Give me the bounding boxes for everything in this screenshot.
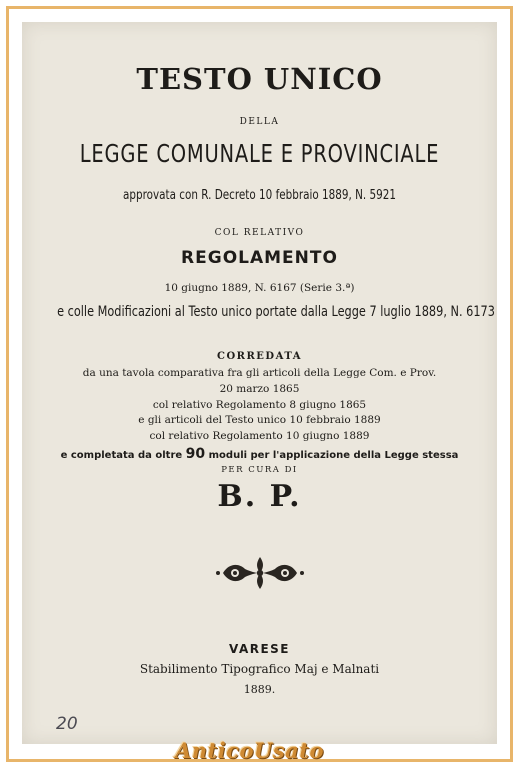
col-relativo-label: COL RELATIVO [214, 228, 305, 238]
author-initials: B. P. [217, 479, 302, 514]
regolamento-date: 10 giugno 1889, N. 6167 (Serie 3.ª) [164, 282, 355, 294]
place-of-publication: VARESE [228, 642, 291, 656]
handwritten-note: 20 [56, 714, 78, 734]
modifications-line: e colle Modificazioni al Testo unico portate dalla Legge 7 luglio 1889, N. 6173 [57, 304, 495, 320]
description-line: 20 marzo 1865 [219, 383, 300, 395]
completion-post: moduli per l'applicazione della Legge stessa [205, 450, 459, 461]
corredata-label: CORREDATA [217, 351, 302, 362]
book-title: TESTO UNICO [136, 62, 383, 96]
forms-count: 90 [185, 446, 206, 462]
della-label: DELLA [239, 117, 280, 127]
description-line: col relativo Regolamento 8 giugno 1865 [152, 399, 367, 411]
regolamento-heading: REGOLAMENTO [181, 248, 338, 268]
publication-year: 1889. [243, 683, 276, 696]
approval-line: approvata con R. Decreto 10 febbraio 1889, N. 5921 [122, 188, 396, 203]
watermark-logo: AnticoUsato [175, 738, 324, 763]
description-line: col relativo Regolamento 10 giugno 1889 [149, 430, 370, 442]
completion-pre: e completata da oltre [60, 450, 186, 461]
law-title: LEGGE COMUNALE E PROVINCIALE [79, 139, 440, 168]
per-cura-label: PER CURA DI [221, 465, 298, 475]
completion-line [0, 446, 519, 462]
description-line: e gli articoli del Testo unico 10 febbraio 1889 [138, 414, 381, 426]
printer-name: Stabilimento Tipografico Maj e Malnati [139, 662, 380, 676]
ornament-icon [215, 553, 305, 593]
description-line: da una tavola comparativa fra gli articoli della Legge Com. e Prov. [82, 367, 437, 379]
